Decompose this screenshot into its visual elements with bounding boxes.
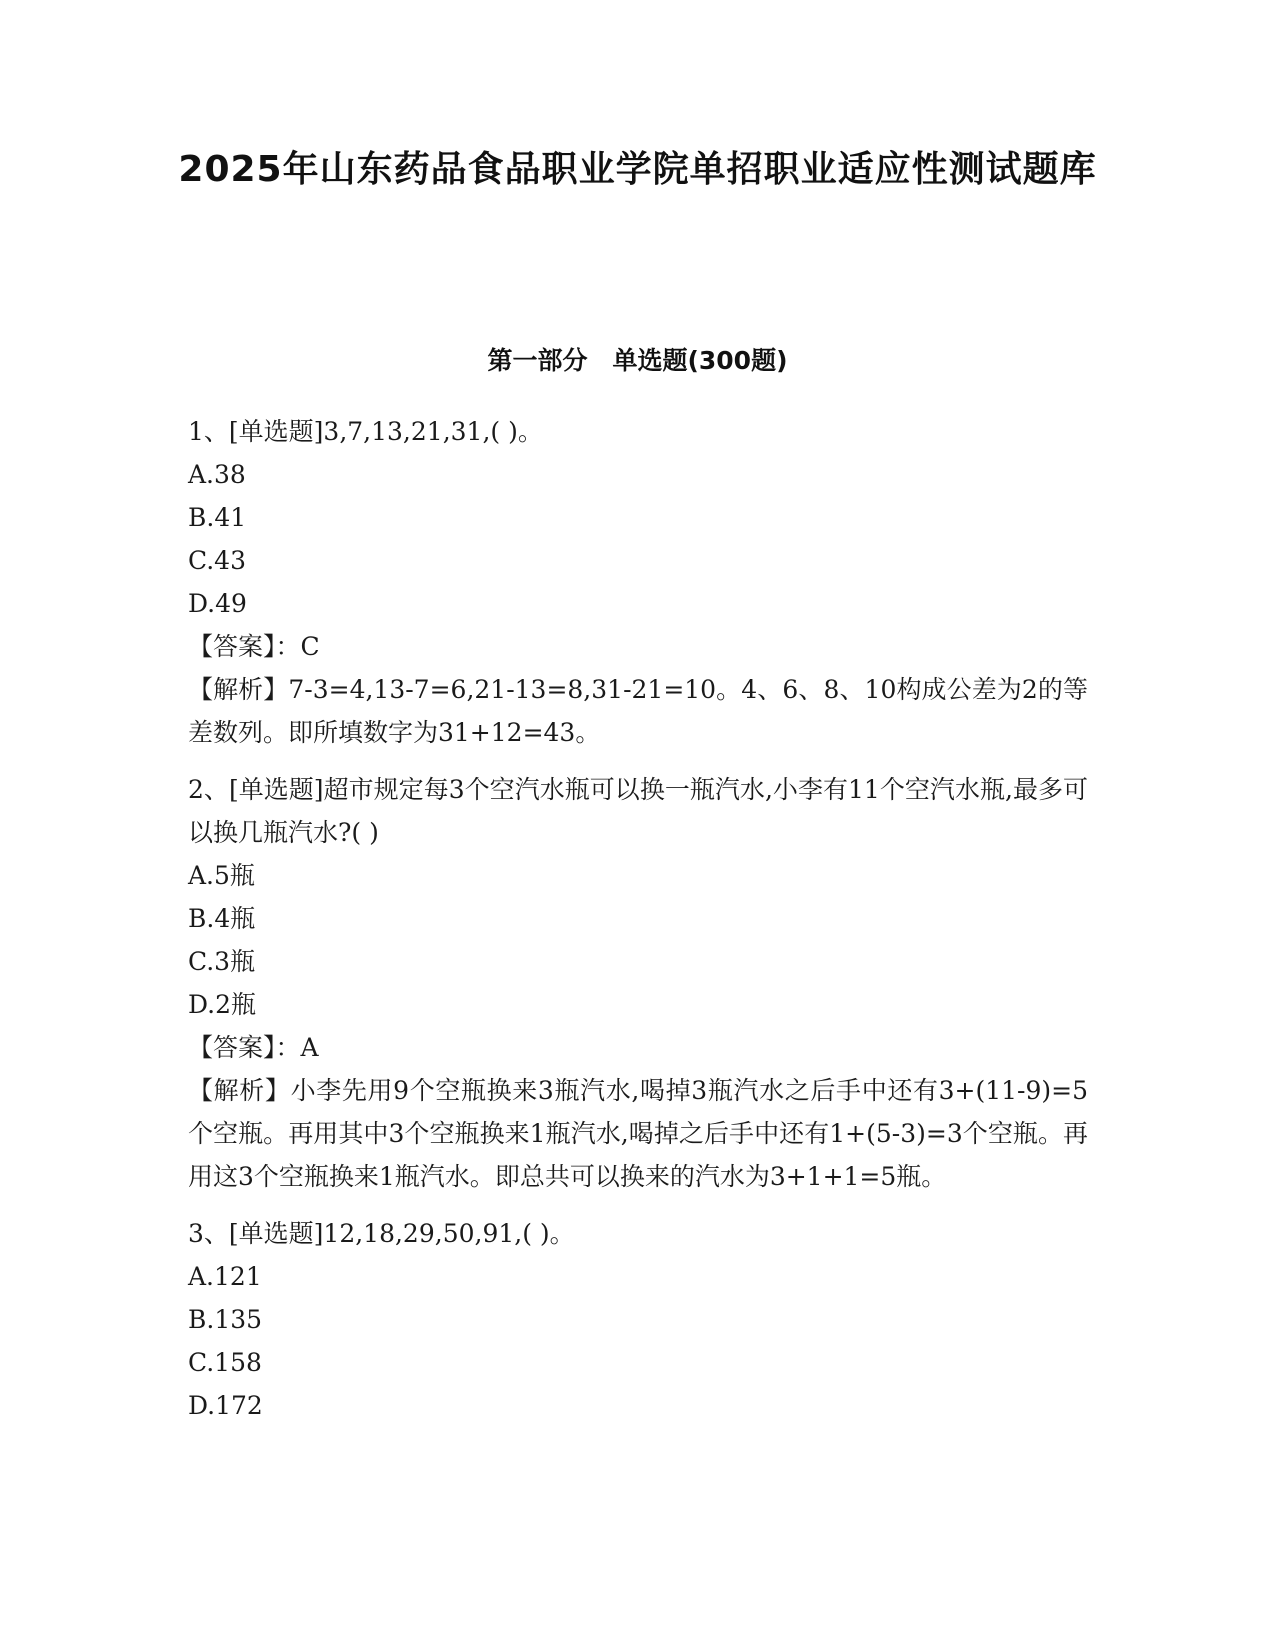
analysis: 【解析】小李先用9个空瓶换来3瓶汽水,喝掉3瓶汽水之后手中还有3+(11-9)=5个空瓶。再用其中3个空瓶换来1瓶汽水,喝掉之后手中还有1+(5-3)=3个空瓶。再用这3个空瓶换来1瓶汽水。即总共可以换来的汽水为3+1+1=5瓶。 [188,1076,1088,1191]
option-d: D.172 [188,1391,263,1420]
option-b: B.135 [188,1305,263,1334]
option-a: A.38 [188,460,246,489]
document-title: 2025年山东药品食品职业学院单招职业适应性测试题库 [178,149,1097,190]
option-a: A.5瓶 [188,861,255,890]
option-d: D.49 [188,589,247,618]
option-a: A.121 [188,1262,262,1291]
option-b: B.41 [188,503,247,532]
option-c: C.3瓶 [188,947,256,976]
option-d: D.2瓶 [188,990,257,1019]
question-2 [188,768,1088,1198]
option-c: C.158 [188,1348,262,1377]
section-heading: 第一部分 单选题(300题) [487,346,788,375]
answer: 【答案】：A [188,1033,319,1062]
question-1 [188,410,1088,754]
question-stem: 3、[单选题]12,18,29,50,91,( )。 [188,1219,575,1248]
question-3 [188,1212,1088,1427]
option-c: C.43 [188,546,246,575]
option-b: B.4瓶 [188,904,256,933]
answer: 【答案】：C [188,632,320,661]
analysis: 【解析】7-3=4,13-7=6,21-13=8,31-21=10。4、6、8、10构成公差为2的等差数列。即所填数字为31+12=43。 [188,675,1088,747]
question-stem: 2、[单选题]超市规定每3个空汽水瓶可以换一瓶汽水,小李有11个空汽水瓶,最多可以换几瓶汽水?( ) [188,775,1088,847]
question-list [188,410,1088,1427]
question-stem: 1、[单选题]3,7,13,21,31,( )。 [188,417,543,446]
